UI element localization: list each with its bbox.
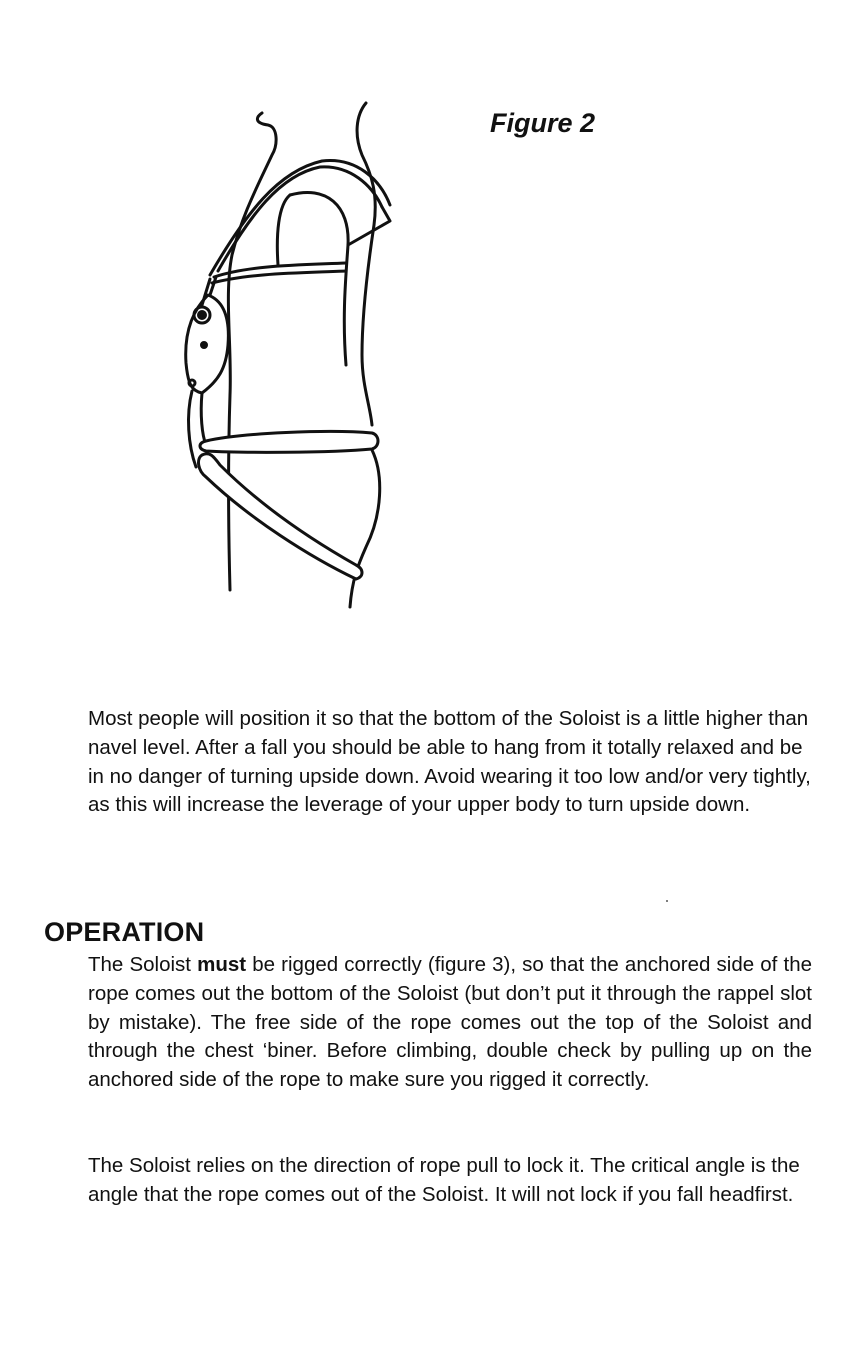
figure-label: Figure 2 <box>490 108 596 138</box>
operation-paragraph-1 <box>88 951 812 1095</box>
section-heading-operation: OPERATION <box>44 917 205 947</box>
operation-paragraph-2: The Soloist relies on the direction of rope pull to lock it. The critical angle is the angle that the rope comes out of the Soloist. It will not lock if you fall headfirst. <box>88 1154 800 1206</box>
torso-with-soloist-drawing <box>150 95 420 615</box>
print-speck <box>666 900 668 902</box>
operation-p1-text-end: be rigged correctly (figure 3), so that the anchored side of the rope comes out the bottom of the Soloist (but don’t put it through the rappel slot by mistake). The free side of the rope comes out the top of the Soloist and through the chest ‘biner. Before climbing, double check by pulling up on the anchored side of the rope to make sure you rigged it correctly. <box>88 953 812 1092</box>
emphasis-must: must <box>197 953 247 976</box>
operation-p1-text-start: The Soloist <box>88 953 198 976</box>
intro-paragraph: Most people will position it so that the bottom of the Soloist is a little higher than navel level. After a fall you should be able to hang from it totally relaxed and be in no danger of turning upside down. Avoid wearing it too low and/or very tightly, as this will increase the leverage of your upper body to turn upside down. <box>88 707 811 817</box>
figure-illustration <box>150 95 420 615</box>
